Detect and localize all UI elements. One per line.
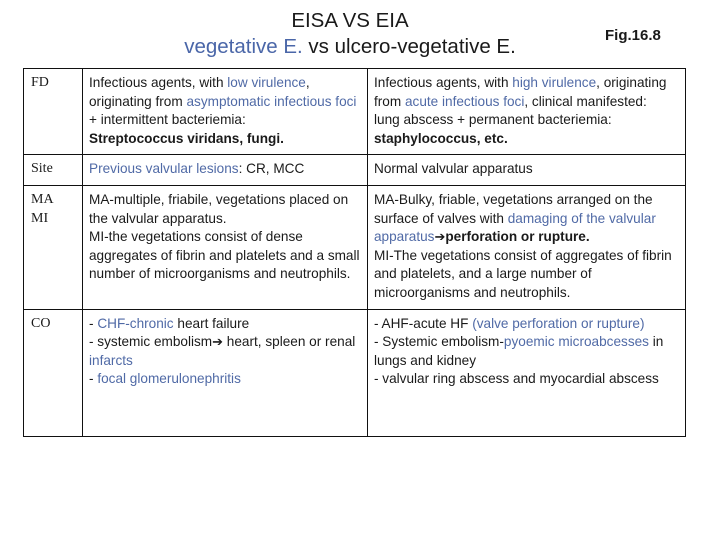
text-fragment: -: [89, 315, 98, 331]
table-row-fd: [24, 69, 686, 155]
cell-fd-eisa: [83, 69, 368, 155]
table-row-site: [24, 155, 686, 186]
highlight-glomerulonephritis: focal glomerulonephritis: [97, 371, 241, 387]
row-label-ma-mi: [24, 185, 83, 309]
text-fragment: - AHF-acute HF: [374, 315, 473, 331]
title-line-1: EISA VS EIA: [291, 9, 409, 32]
text-fragment: -: [89, 371, 98, 387]
text-fragment: , clinical manifested:: [524, 93, 647, 109]
arrow-right-icon: ➔: [212, 334, 224, 350]
row-label-co: CO: [24, 309, 83, 436]
text-fragment: MA-Bulky, friable, vegetations arranged on the surface of valves with: [374, 191, 653, 226]
highlight-high-virulence: high virulence: [512, 75, 597, 90]
bold-perforation: perforation or rupture.: [445, 229, 590, 245]
label-mi: MI: [31, 210, 49, 226]
co-eisa-line-3: [89, 370, 363, 389]
co-eisa-line-2: [89, 333, 363, 370]
cell-fd-eia: [368, 69, 686, 155]
highlight-pyoemic: pyoemic microabcesses: [503, 334, 649, 350]
co-eia-line-3: - valvular ring abscess and myocardial abscess: [374, 371, 659, 387]
text-fragment: Infectious agents, with: [89, 75, 228, 90]
comparison-table: [23, 68, 686, 437]
co-eia-line-2: [374, 333, 681, 370]
text-fragment: , originating from: [89, 75, 310, 109]
title-line-2: [130, 34, 570, 60]
text-fragment: heart failure: [173, 315, 250, 331]
text-fragment: , originating from: [374, 75, 667, 109]
text-fragment: - systemic embolism: [89, 334, 213, 350]
text-fragment: Infectious agents, with: [374, 75, 513, 90]
text-fragment: : CR, MCC: [238, 161, 305, 177]
text-ma: MA-multiple, friabile, vegetations placed on the valvular apparatus.: [89, 191, 349, 226]
cell-co-eia: [368, 309, 686, 436]
row-label-site: Site: [24, 155, 83, 186]
highlight-valve-perforation: (valve perforation or rupture): [472, 315, 645, 331]
highlight-chf: CHF-chronic: [97, 315, 174, 331]
slide-title: [130, 8, 570, 60]
highlight-damaging: damaging of the valvular apparatus: [374, 210, 656, 245]
text-mi: MI-the vegetations consist of dense aggregates of fibrin and platelets and a small number of microorganisms and neutrophils.: [89, 229, 360, 282]
figure-label: Fig.16.8: [605, 27, 661, 44]
highlight-asymptomatic-foci: asymptomatic infectious foci: [186, 93, 357, 109]
bold-staphylococcus: staphylococcus, etc.: [374, 130, 508, 146]
text-fragment: + intermittent bacteriemia:: [89, 112, 246, 128]
bold-streptococcus: Streptococcus viridans, fungi.: [89, 130, 284, 146]
title-vegetative: vegetative E.: [184, 35, 303, 58]
title-ulcero: vs ulcero-vegetative E.: [302, 35, 516, 58]
highlight-previous-lesions: Previous valvular lesions: [89, 161, 239, 177]
co-eia-line-1: [374, 315, 681, 334]
highlight-low-virulence: low virulence: [227, 75, 306, 90]
table-row-co: [24, 309, 686, 436]
co-eisa-line-1: [89, 315, 363, 334]
arrow-right-icon: ➔: [434, 229, 446, 245]
text-fragment: heart, spleen or renal: [223, 334, 356, 350]
text-mi: MI-The vegetations consist of aggregates of fibrin and platelets, and a large number of microorganisms and neutrophils.: [374, 247, 672, 300]
cell-site-eisa: [83, 155, 368, 186]
cell-site-eia: Normal valvular apparatus: [368, 155, 686, 186]
cell-ma-eisa: [83, 185, 368, 309]
text-fragment: in lungs and kidney: [374, 334, 664, 368]
highlight-infarcts: infarcts: [89, 352, 133, 368]
cell-ma-eia: [368, 185, 686, 309]
row-label-fd: FD: [24, 69, 83, 155]
text-lung-abscess: lung abscess + permanent bacteriemia:: [374, 112, 612, 128]
cell-co-eisa: [83, 309, 368, 436]
highlight-acute-foci: acute infectious foci: [404, 93, 525, 109]
label-ma: MA: [31, 191, 54, 207]
text-fragment: - Systemic embolism-: [374, 334, 504, 350]
table-row-ma-mi: [24, 185, 686, 309]
